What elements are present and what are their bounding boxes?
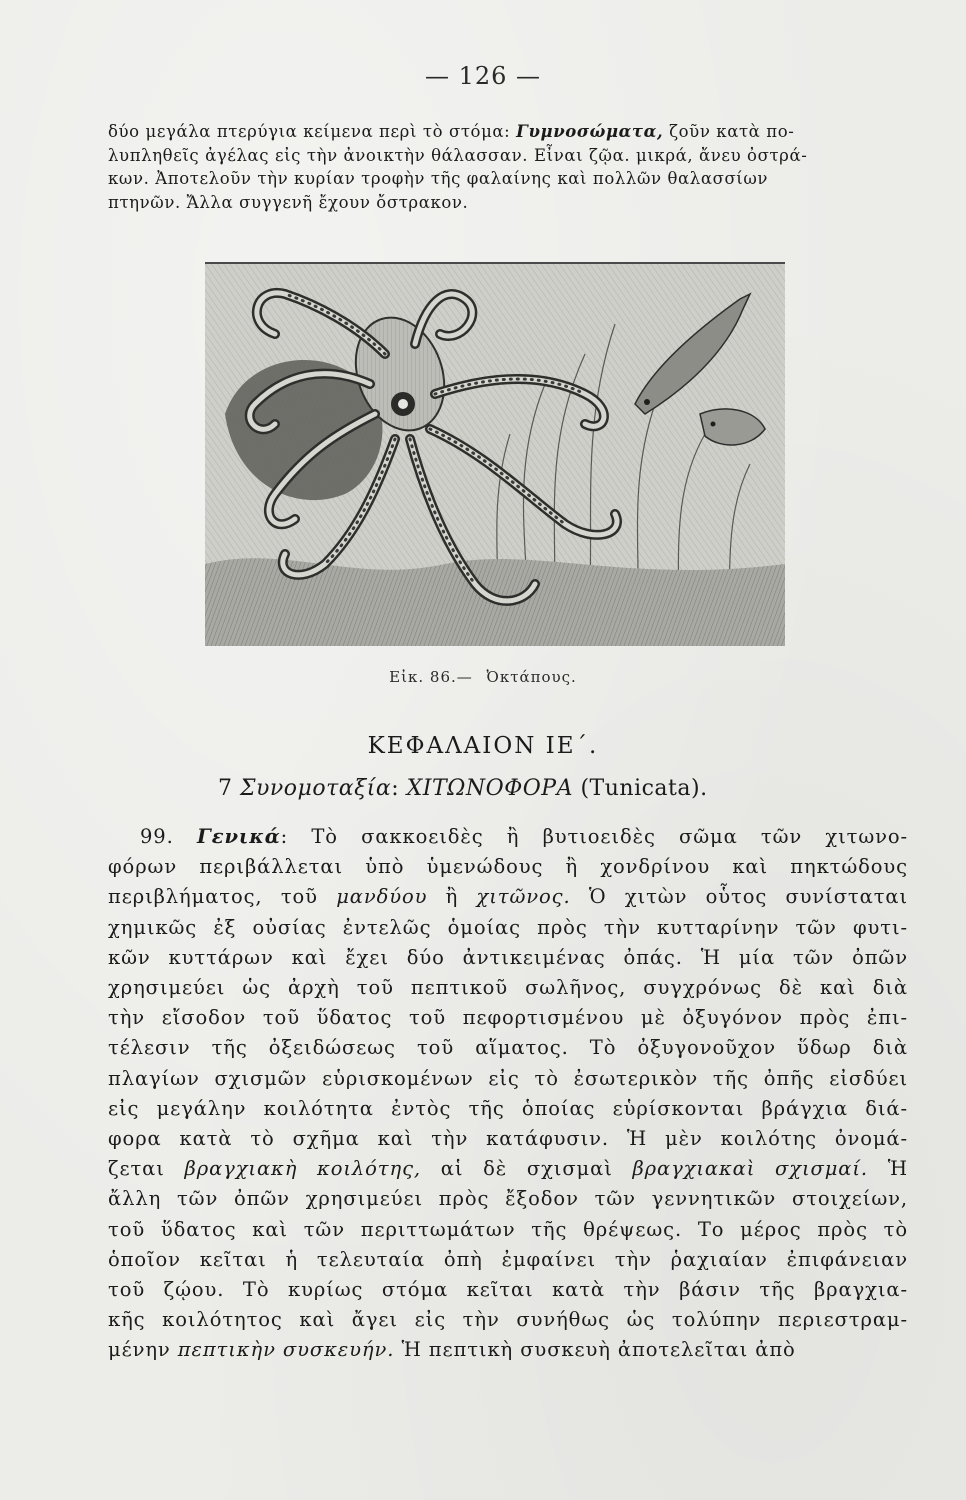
figure-number: Εἰκ. 86.— bbox=[389, 668, 473, 686]
body-line: εἰς μεγάλην κοιλότητα ἐντὸς τῆς ὁποίας εὑρίσκονται βράγχια διά- bbox=[108, 1096, 908, 1120]
body-line: τοῦ ζῴου. Τὸ κυρίως στόμα κεῖται κατὰ τὴν βάσιν τῆς βραγχια- bbox=[108, 1278, 908, 1302]
body-line: κῆς κοιλότητος καὶ ἄγει εἰς τὴν συνήθως ὡς τολύπην περιεστραμ- bbox=[108, 1308, 908, 1332]
intro-line: κων. Ἀποτελοῦν τὴν κυρίαν τροφὴν τῆς φαλαίνης καὶ πολλῶν θαλασσίων bbox=[108, 169, 769, 188]
body-line: τοῦ ὕδατος καὶ τῶν περιττωμάτων τῆς θρέψεως. Το μέρος πρὸς τὸ bbox=[108, 1217, 908, 1241]
octopus-illustration bbox=[205, 262, 785, 646]
section-term-genika: Γενικά bbox=[196, 825, 281, 848]
body-line: ὁποῖον κεῖται ἡ τελευταία ὀπὴ ἐμφαίνει τὴν ῥαχιαίαν ἐπιφάνειαν bbox=[108, 1247, 908, 1271]
body-line: περιβλήματος, τοῦ μανδύου ἢ χιτῶνος. Ὁ χιτὼν οὗτος συνίσταται bbox=[108, 885, 908, 909]
body-paragraph bbox=[108, 822, 908, 1366]
term-mandyou: μανδύου bbox=[336, 885, 428, 909]
chapter-heading: ΚΕΦΑΛΑΙΟΝ ΙΕ΄. bbox=[367, 733, 599, 759]
figure-caption bbox=[0, 668, 966, 686]
intro-line: πτηνῶν. Ἄλλα συγγενῆ ἔχουν ὄστρακον. bbox=[108, 192, 469, 212]
body-line: τὴν εἴσοδον τοῦ ὕδατος τοῦ πεφορτισμένου μὲ ὀξυγόνον πρὸς ἐπι- bbox=[108, 1006, 908, 1030]
body-line: χημικῶς ἐξ οὐσίας ἐντελῶς ὁμοίας πρὸς τὴν κυτταρίνην τῶν φυτι- bbox=[108, 915, 908, 939]
body-line: πλαγίων σχισμῶν εὑρισκομένων εἰς τὸ ἐσωτερικὸν τῆς ὀπῆς εἰσδύει bbox=[108, 1066, 908, 1090]
body-line: 99. Γενικά: Τὸ σακκοειδὲς ἢ βυτιοειδὲς σῶμα τῶν χιτωνο- bbox=[140, 825, 909, 848]
term-branchial-slits: βραγχιακαὶ σχισμαί. bbox=[632, 1157, 869, 1181]
phylum-name: ΧΙΤΩΝΟΦΟΡΑ bbox=[406, 776, 573, 801]
body-line: ἄλλη τῶν ὀπῶν χρησιμεύει πρὸς ἔξοδον τῶν γεννητικῶν στοιχείων, bbox=[108, 1187, 908, 1211]
body-line: χρησιμεύει ὡς ἀρχὴ τοῦ πεπτικοῦ σωλῆνος, συγχρόνως δὲ καὶ διὰ bbox=[108, 976, 908, 1000]
phylum-heading: 7 Συνομοταξία: ΧΙΤΩΝΟΦΟΡΑ (Tunicata). bbox=[218, 776, 708, 801]
intro-line: δύο μεγάλα πτερύγια κείμενα περὶ τὸ στόμα: Γυμνοσώματα, ζοῦν κατὰ πο- bbox=[108, 122, 795, 141]
body-line: τέλεσιν τῆς ὀξειδώσεως τοῦ αἵματος. Τὸ ὀξυγονοῦχον ὕδωρ διὰ bbox=[108, 1036, 908, 1060]
body-line: κῶν κυττάρων καὶ ἔχει δύο ἀντικειμένας ὀπάς. Ἡ μία τῶν ὀπῶν bbox=[108, 945, 908, 969]
octopus-engraving bbox=[205, 264, 785, 646]
intro-line: λυπληθεῖς ἀγέλας εἰς τὴν ἀνοικτὴν θάλασσαν. Εἶναι ζῷα. μικρά, ἄνευ ὀστρά- bbox=[108, 145, 808, 165]
phylum-latin: (Tunicata). bbox=[580, 776, 708, 801]
body-line: φόρων περιβάλλεται ὑπὸ ὑμενώδους ἢ χονδρίνου καὶ πηκτώδους bbox=[108, 855, 908, 879]
term-branchial-cavity: βραγχιακὴ κοιλότης, bbox=[184, 1157, 422, 1181]
intro-paragraph bbox=[108, 120, 908, 214]
body-line: ζεται βραγχιακὴ κοιλότης, αἱ δὲ σχισμαὶ βραγχιακαὶ σχισμαί. Ἡ bbox=[108, 1157, 909, 1181]
body-line: μένην πεπτικὴν συσκευήν. Ἡ πεπτικὴ συσκευὴ ἀποτελεῖται ἀπὸ bbox=[108, 1338, 796, 1362]
page-number: — 126 — bbox=[424, 62, 542, 90]
term-chitonos: χιτῶνος. bbox=[476, 885, 571, 909]
phylum-label: Συνομοταξία bbox=[240, 776, 392, 801]
phylum-number: 7 bbox=[218, 776, 233, 801]
body-line: φορα κατὰ τὸ σχῆμα καὶ τὴν κατάφυσιν. Ἡ μὲν κοιλότης ὀνομά- bbox=[108, 1127, 908, 1151]
figure-title: Ὀκτάπους. bbox=[486, 668, 577, 686]
term-digestive-apparatus: πεπτικὴν συσκευήν. bbox=[177, 1338, 395, 1362]
term-gymnosomata: Γυμνοσώματα, bbox=[516, 122, 664, 141]
